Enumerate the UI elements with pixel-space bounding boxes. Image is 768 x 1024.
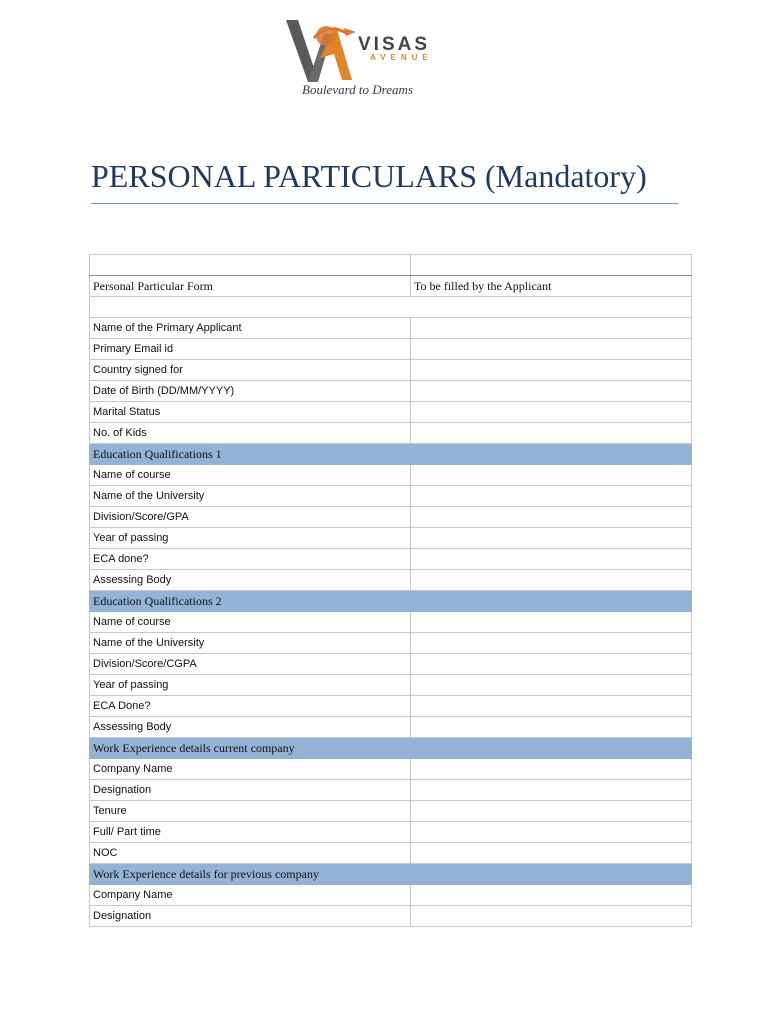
section-header-education-2 xyxy=(90,591,692,612)
form-instruction-cell: To be filled by the Applicant xyxy=(411,276,692,297)
field-label: Year of passing xyxy=(90,675,411,696)
table-row xyxy=(90,654,692,675)
field-label: Country signed for xyxy=(90,360,411,381)
field-input-current-designation[interactable] xyxy=(411,780,692,801)
table-row xyxy=(90,780,692,801)
field-label: Year of passing xyxy=(90,528,411,549)
field-input-date-of-birth[interactable] xyxy=(411,381,692,402)
field-input-edu1-university[interactable] xyxy=(411,486,692,507)
table-row-blank xyxy=(90,297,692,318)
section-header-education-1 xyxy=(90,444,692,465)
table-row xyxy=(90,528,692,549)
company-logo xyxy=(284,16,436,102)
field-label: Name of course xyxy=(90,612,411,633)
table-row xyxy=(90,822,692,843)
field-input-edu1-assessing-body[interactable] xyxy=(411,570,692,591)
table-row xyxy=(90,570,692,591)
field-input-edu2-course[interactable] xyxy=(411,612,692,633)
field-label: Tenure xyxy=(90,801,411,822)
field-input-edu2-score[interactable] xyxy=(411,654,692,675)
table-row xyxy=(90,675,692,696)
field-input-primary-applicant-name[interactable] xyxy=(411,318,692,339)
table-header-row xyxy=(90,276,692,297)
table-row xyxy=(90,696,692,717)
logo-tagline: Boulevard to Dreams xyxy=(302,82,413,97)
blank-input-cell[interactable] xyxy=(411,255,692,276)
field-label: Full/ Part time xyxy=(90,822,411,843)
table-row xyxy=(90,360,692,381)
table-row xyxy=(90,843,692,864)
field-label: Assessing Body xyxy=(90,717,411,738)
table-row xyxy=(90,549,692,570)
field-input-current-tenure[interactable] xyxy=(411,801,692,822)
field-label: Division/Score/GPA xyxy=(90,507,411,528)
field-input-country[interactable] xyxy=(411,360,692,381)
field-input-edu2-year[interactable] xyxy=(411,675,692,696)
field-label: Division/Score/CGPA xyxy=(90,654,411,675)
blank-cell xyxy=(90,255,411,276)
field-input-marital-status[interactable] xyxy=(411,402,692,423)
form-label-cell: Personal Particular Form xyxy=(90,276,411,297)
field-label: ECA done? xyxy=(90,549,411,570)
table-row xyxy=(90,486,692,507)
table-row xyxy=(90,801,692,822)
field-label: Designation xyxy=(90,780,411,801)
table-row xyxy=(90,507,692,528)
field-input-previous-company[interactable] xyxy=(411,885,692,906)
field-input-edu1-course[interactable] xyxy=(411,465,692,486)
table-row xyxy=(90,885,692,906)
section-header-work-current xyxy=(90,738,692,759)
field-label: NOC xyxy=(90,843,411,864)
section-header-work-previous xyxy=(90,864,692,885)
section-title: Education Qualifications 2 xyxy=(90,591,692,612)
field-input-edu2-university[interactable] xyxy=(411,633,692,654)
table-row xyxy=(90,633,692,654)
personal-particulars-table xyxy=(89,254,692,927)
field-input-edu1-score[interactable] xyxy=(411,507,692,528)
field-input-previous-designation[interactable] xyxy=(411,906,692,927)
field-label: Company Name xyxy=(90,759,411,780)
field-label: ECA Done? xyxy=(90,696,411,717)
table-row xyxy=(90,318,692,339)
field-input-edu1-eca[interactable] xyxy=(411,549,692,570)
field-input-edu2-assessing-body[interactable] xyxy=(411,717,692,738)
title-divider xyxy=(91,203,678,204)
field-input-kids[interactable] xyxy=(411,423,692,444)
table-row xyxy=(90,402,692,423)
table-row xyxy=(90,465,692,486)
table-row xyxy=(90,906,692,927)
field-input-current-noc[interactable] xyxy=(411,843,692,864)
field-label: Company Name xyxy=(90,885,411,906)
field-label: Name of the University xyxy=(90,633,411,654)
table-row xyxy=(90,612,692,633)
blank-cell xyxy=(90,297,692,318)
table-row xyxy=(90,717,692,738)
section-title: Education Qualifications 1 xyxy=(90,444,692,465)
field-input-current-company[interactable] xyxy=(411,759,692,780)
field-input-edu2-eca[interactable] xyxy=(411,696,692,717)
field-input-primary-email[interactable] xyxy=(411,339,692,360)
field-input-edu1-year[interactable] xyxy=(411,528,692,549)
field-label: No. of Kids xyxy=(90,423,411,444)
table-row xyxy=(90,759,692,780)
section-title: Work Experience details current company xyxy=(90,738,692,759)
logo-sub-text: AVENUE xyxy=(370,53,433,62)
va-logo-mark-icon xyxy=(284,16,364,86)
field-input-current-full-part-time[interactable] xyxy=(411,822,692,843)
field-label: Designation xyxy=(90,906,411,927)
table-row xyxy=(90,339,692,360)
field-label: Name of the Primary Applicant xyxy=(90,318,411,339)
field-label: Marital Status xyxy=(90,402,411,423)
section-title: Work Experience details for previous company xyxy=(90,864,692,885)
field-label: Name of course xyxy=(90,465,411,486)
field-label: Date of Birth (DD/MM/YYYY) xyxy=(90,381,411,402)
field-label: Primary Email id xyxy=(90,339,411,360)
table-row xyxy=(90,423,692,444)
page-title: PERSONAL PARTICULARS (Mandatory) xyxy=(91,158,647,194)
field-label: Name of the University xyxy=(90,486,411,507)
logo-brand-text: VISAS xyxy=(358,34,431,55)
field-label: Assessing Body xyxy=(90,570,411,591)
table-row xyxy=(90,381,692,402)
table-row-blank xyxy=(90,255,692,276)
